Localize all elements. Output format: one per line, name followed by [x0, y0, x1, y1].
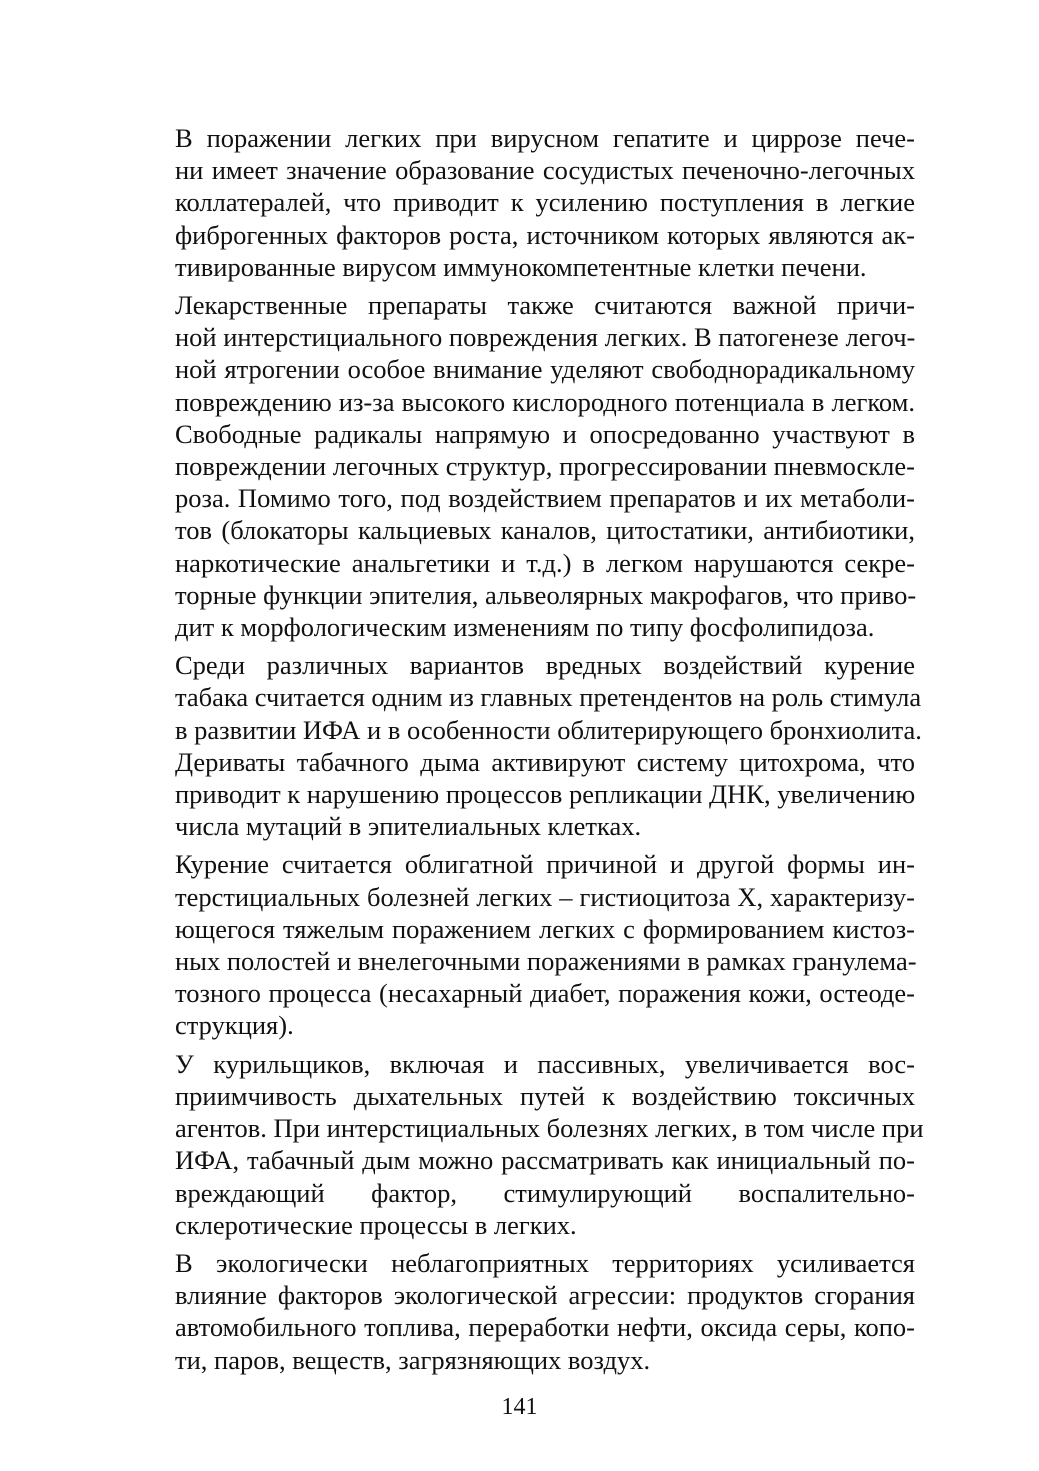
text-line: В поражении легких при вирусном гепатите и циррозе пече-: [175, 123, 915, 153]
paragraph-5: [126, 1048, 924, 1241]
text-line: приимчивость дыхательных путей к воздействию токсичных: [175, 1080, 915, 1111]
text-line: автомобильного топлива, переработки нефти, оксида серы, копо-: [175, 1312, 915, 1343]
text-line: коллатералей, что приводит к усилению поступления в легкие: [175, 187, 915, 218]
text-line: ной ятрогении особое внимание уделяют свободнорадикальному: [175, 354, 915, 385]
text-line: тивированные вирусом иммунокомпетентные клетки печени.: [175, 251, 867, 282]
text-line: склеротические процессы в легких.: [175, 1209, 577, 1240]
text-line: приводит к нарушению процессов репликации ДНК, увеличению: [175, 779, 916, 810]
page-number: 141: [501, 1394, 538, 1420]
text-line: ти, паров, веществ, загрязняющих воздух.: [175, 1344, 651, 1375]
text-line: Свободные радикалы напрямую и опосредованно участвуют в: [175, 418, 915, 449]
paragraph-3: [126, 649, 922, 842]
paragraph-1: [126, 122, 915, 283]
text-line: терстициальных болезней легких – гистиоцитоза X, характеризу-: [175, 881, 915, 912]
paragraph-4: [126, 848, 915, 1041]
text-line: В экологически неблагоприятных территориях усиливается: [175, 1247, 915, 1278]
text-line: роза. Помимо того, под воздействием препаратов и их метаболи-: [175, 483, 915, 514]
paragraph-2: [126, 289, 915, 643]
text-line: Курение считается облигатной причиной и другой формы ин-: [175, 849, 915, 880]
text-line: числа мутаций в эпителиальных клетках.: [175, 811, 642, 842]
text-line: ни имеет значение образование сосудистых печеночно-легочных: [175, 155, 915, 186]
text-line: Лекарственные препараты также считаются важной причи-: [175, 290, 915, 321]
body-text: [126, 122, 924, 1382]
text-line: фиброгенных факторов роста, источником которых являются ак-: [175, 219, 915, 250]
text-line: ных полостей и внелегочными поражениями в рамках гранулема-: [175, 946, 917, 977]
text-line: в развитии ИФА и в особенности облитерирующего бронхиолита.: [175, 714, 922, 745]
text-line: Дериваты табачного дыма активируют систему цитохрома, что: [175, 746, 915, 777]
text-line: ИФА, табачный дым можно рассматривать как инициальный по-: [175, 1145, 915, 1176]
text-line: вреждающий фактор, стимулирующий воспалительно-: [175, 1177, 915, 1208]
text-line: агентов. При интерстициальных болезнях легких, в том числе при: [175, 1113, 924, 1144]
text-line: ной интерстициального повреждения легких. В патогенезе легоч-: [175, 322, 916, 353]
text-line: ющегося тяжелым поражением легких с формированием кистоз-: [175, 913, 915, 944]
text-line: повреждению из-за высокого кислородного потенциала в легком.: [175, 386, 915, 417]
text-line: наркотические анальгетики и т.д.) в легком нарушаются секре-: [175, 547, 915, 578]
text-line: тов (блокаторы кальциевых каналов, цитостатики, антибиотики,: [175, 515, 915, 546]
text-line: У курильщиков, включая и пассивных, увеличивается вос-: [175, 1048, 915, 1079]
text-line: торные функции эпителия, альвеолярных макрофагов, что приво-: [175, 579, 917, 610]
text-line: дит к морфологическим изменениям по типу фосфолипидоза.: [175, 612, 875, 643]
paragraph-6: [126, 1247, 915, 1376]
text-line: табака считается одним из главных претендентов на роль стимула: [175, 682, 922, 713]
text-line: тозного процесса (несахарный диабет, поражения кожи, остеоде-: [175, 978, 915, 1009]
text-line: повреждении легочных структур, прогрессировании пневмоскле-: [175, 451, 915, 482]
text-line: струкция).: [175, 1010, 294, 1041]
text-line: влияние факторов экологической агрессии: продуктов сгорания: [175, 1280, 915, 1311]
text-line: Среди различных вариантов вредных воздействий курение: [175, 650, 915, 681]
